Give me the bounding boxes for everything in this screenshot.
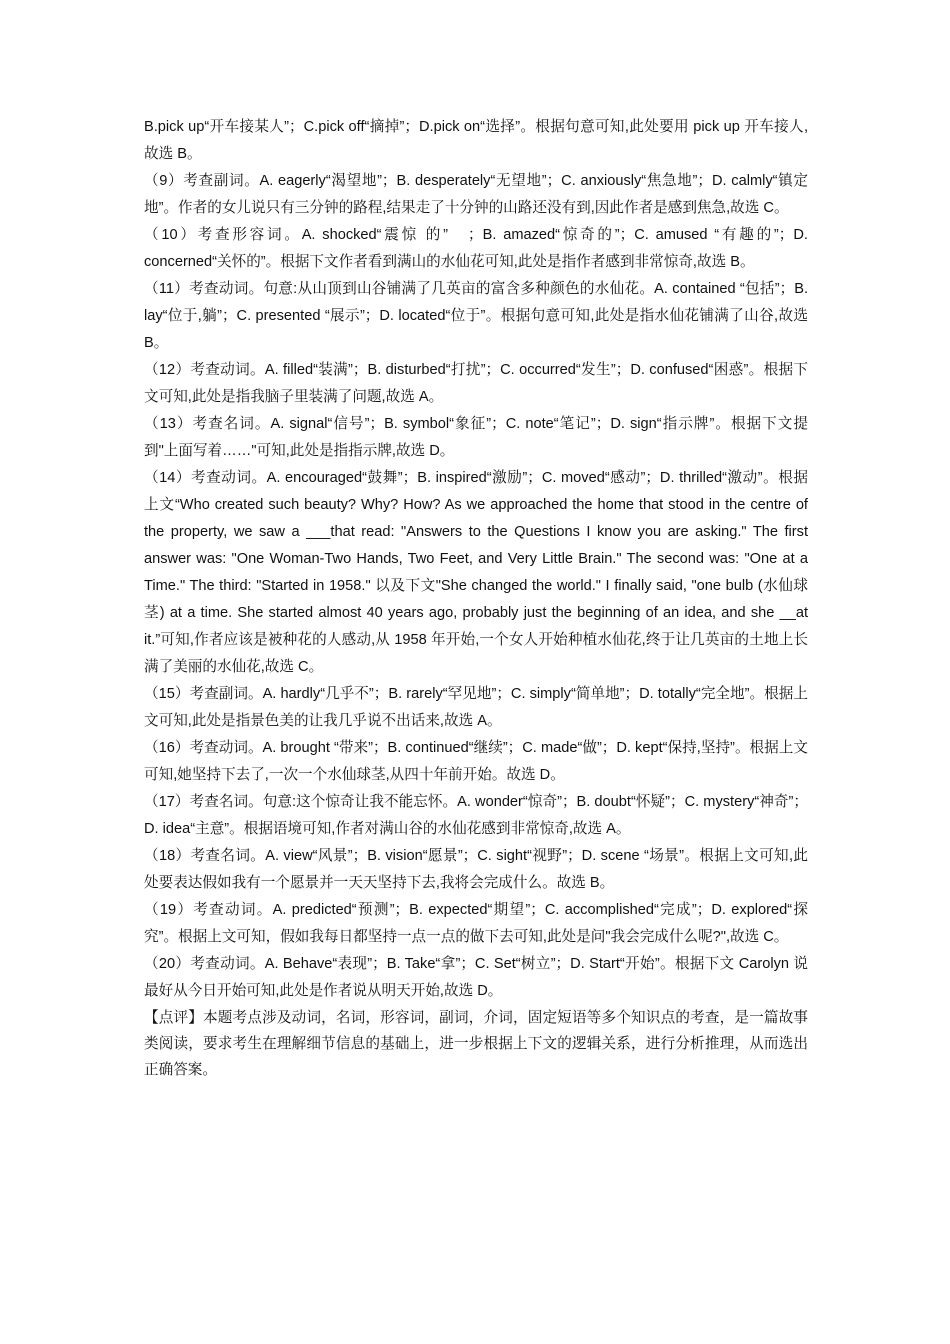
explanation-paragraph: （18）考查名词。A. view“风景”；B. vision“愿景”；C. sight“视野”；D. scene “场景”。根据上文可知,此处要表达假如我有一个愿景并一天天坚持下去,我将会完成什么。故选 B。 bbox=[144, 848, 808, 891]
explanation-paragraph: （17）考查名词。句意:这个惊奇让我不能忘怀。A. wonder“惊奇”；B. doubt“怀疑”；C. mystery“神奇”；D. idea“主意”。根据语境可知,作者对满山谷的水仙花感到非常惊奇,故选 A。 bbox=[144, 794, 808, 837]
explanation-paragraph: （12）考查动词。A. filled“装满”；B. disturbed“打扰”；C. occurred“发生”；D. confused“困惑”。根据下文可知,此处是指我脑子里装满了问题,故选 A。 bbox=[144, 362, 808, 405]
explanation-paragraph: （9）考查副词。A. eagerly“渴望地”；B. desperately“无望地”；C. anxiously“焦急地”；D. calmly“镇定地”。作者的女儿说只有三分钟的路程,结果走了十分钟的山路还没有到,因此作者是感到焦急,故选 C。 bbox=[144, 173, 808, 216]
explanation-paragraph: （20）考查动词。A. Behave“表现”；B. Take“拿”；C. Set“树立”；D. Start“开始”。根据下文 Carolyn 说最好从今日开始可知,此处是作者说从明天开始,故选 D。 bbox=[144, 956, 808, 999]
explanation-paragraph: （13）考查名词。A. signal“信号”；B. symbol“象征”；C. note“笔记”；D. sign“指示牌”。根据下文提到"上面写着……"可知,此处是指指示牌,故选 D。 bbox=[144, 416, 808, 459]
explanation-paragraph: B.pick up“开车接某人”；C.pick off“摘掉”；D.pick on“选择”。根据句意可知,此处要用 pick up 开车接人,故选 B。 bbox=[144, 119, 808, 162]
explanation-paragraph: （11）考查动词。句意:从山顶到山谷铺满了几英亩的富含多种颜色的水仙花。A. contained “包括”；B. lay“位于,躺”；C. presented “展示”；D. located“位于”。根据句意可知,此处是指水仙花铺满了山谷,故选 B。 bbox=[144, 281, 808, 351]
explanation-paragraph: （16）考查动词。A. brought “带来”；B. continued“继续”；C. made“做”；D. kept“保持,坚持”。根据上文可知,她坚持下去了,一次一个水仙球茎,从四十年前开始。故选 D。 bbox=[144, 740, 808, 783]
review-paragraph: 【点评】本题考点涉及动词，名词，形容词，副词，介词，固定短语等多个知识点的考查，是一篇故事类阅读，要求考生在理解细节信息的基础上，进一步根据上下文的逻辑关系，进行分析推理，从而选出正确答案。 bbox=[144, 1010, 808, 1078]
explanation-paragraph: （19）考查动词。A. predicted“预测”；B. expected“期望”；C. accomplished“完成”；D. explored“探究”。根据上文可知，假如我每日都坚持一点一点的做下去可知,此处是问"我会完成什么呢?",故选 C。 bbox=[144, 902, 808, 945]
explanation-paragraph: （14）考查动词。A. encouraged“鼓舞”；B. inspired“激励”；C. moved“感动”；D. thrilled“激动”。根据上文“Who created such beauty? Why? How? As we approached the home that stood in the centre of the property, we saw a ___that read: "Answers to the Questions I know you are asking." The first answer was: "One Woman-Two Hands, Two Feet, and Very Little Brain." The second was: "One at a Time." The third: "Started in 1958." 以及下文"She changed the world." I finally said, "one bulb (水仙球茎) at a time. She started almost 40 years ago, probably just the beginning of an idea, and she __at it.”可知,作者应该是被种花的人感动,从 1958 年开始,一个女人开始种植水仙花,终于让几英亩的土地上长满了美丽的水仙花,故选 C。 bbox=[144, 470, 808, 675]
explanation-paragraph: （10）考查形容词。A. shocked“震惊 的” ；B. amazed“惊奇的”；C. amused “有趣的”；D. concerned“关怀的”。根据下文作者看到满山的水仙花可知,此处是指作者感到非常惊奇,故选 B。 bbox=[144, 227, 808, 270]
explanation-paragraph: （15）考查副词。A. hardly“几乎不”；B. rarely“罕见地”；C. simply“简单地”；D. totally“完全地”。根据上文可知,此处是指景色美的让我几乎说不出话来,故选 A。 bbox=[144, 686, 808, 729]
answer-explanations bbox=[144, 114, 808, 1083]
